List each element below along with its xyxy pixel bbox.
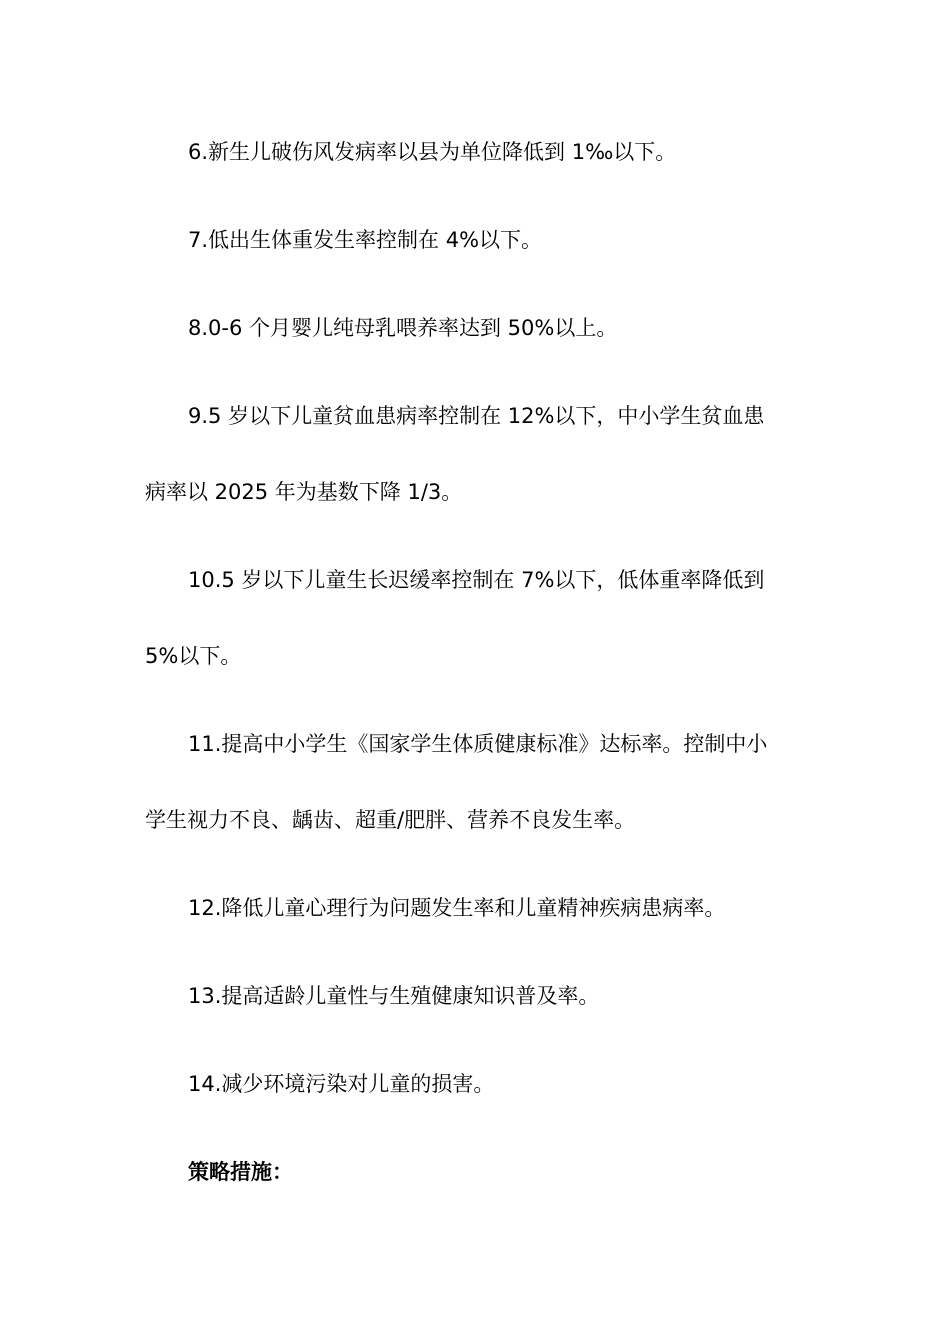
paragraph-item-6: 6.新生儿破伤风发病率以县为单位降低到 1‰以下。: [188, 140, 677, 164]
paragraph-item-12: 12.降低儿童心理行为问题发生率和儿童精神疾病患病率。: [188, 896, 726, 920]
paragraph-item-11-line-2: 学生视力不良、龋齿、超重/肥胖、营养不良发生率。: [145, 808, 636, 832]
paragraph-item-11-line-1: 11.提高中小学生《国家学生体质健康标准》达标率。控制中小: [188, 732, 768, 756]
paragraph-item-10-line-2: 5%以下。: [145, 644, 242, 668]
paragraph-item-9-line-2: 病率以 2025 年为基数下降 1/3。: [145, 480, 463, 504]
paragraph-item-8: 8.0-6 个月婴儿纯母乳喂养率达到 50%以上。: [188, 316, 618, 340]
paragraph-item-7: 7.低出生体重发生率控制在 4%以下。: [188, 228, 543, 252]
paragraph-item-14: 14.减少环境污染对儿童的损害。: [188, 1072, 495, 1096]
paragraph-item-10-line-1: 10.5 岁以下儿童生长迟缓率控制在 7%以下，低体重率降低到: [188, 568, 765, 592]
paragraph-item-9-line-1: 9.5 岁以下儿童贫血患病率控制在 12%以下，中小学生贫血患: [188, 404, 765, 428]
section-heading: 策略措施：: [188, 1160, 293, 1184]
paragraph-item-13: 13.提高适龄儿童性与生殖健康知识普及率。: [188, 984, 600, 1008]
